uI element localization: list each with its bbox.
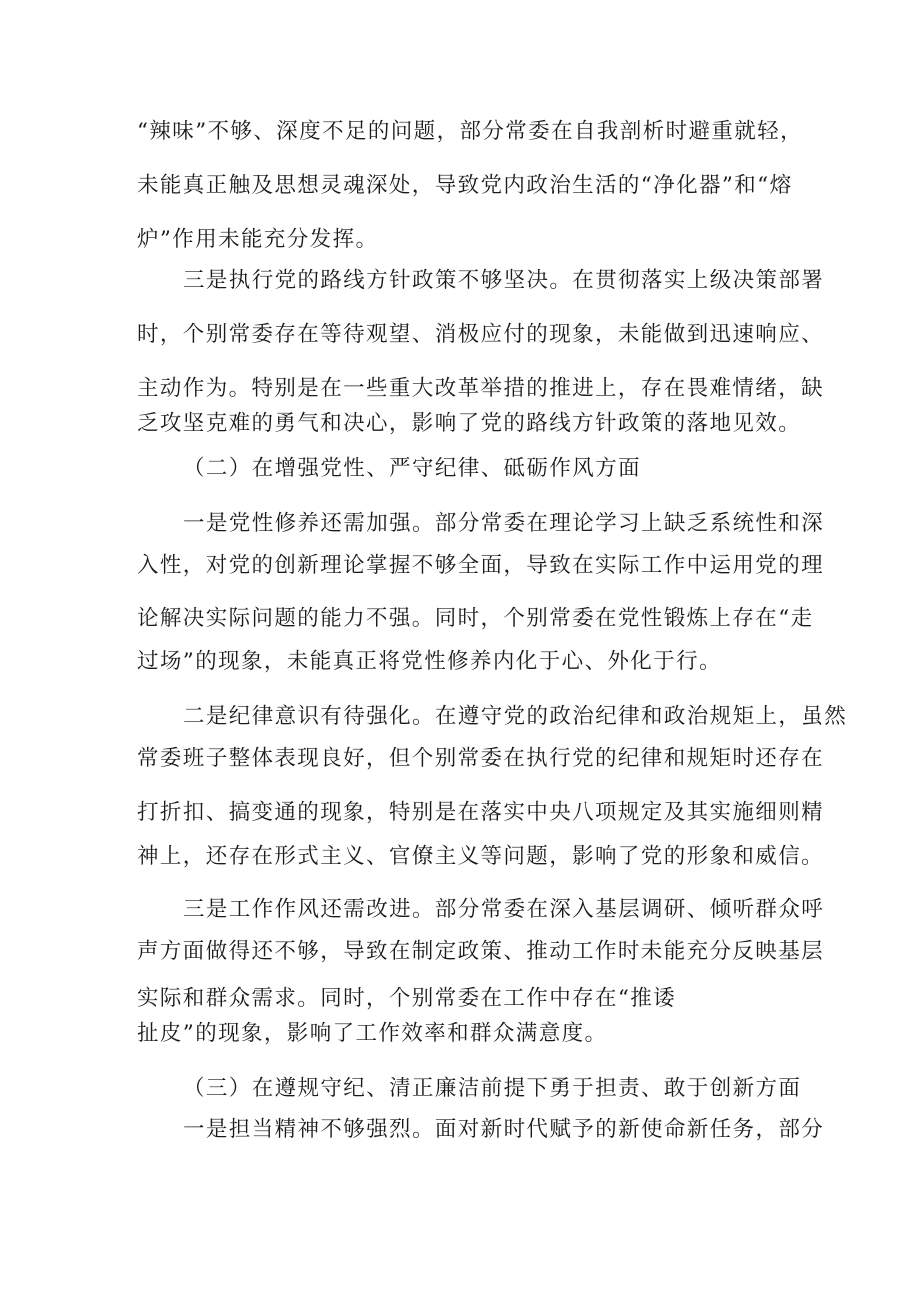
paragraph-first-line: 二是纪律意识有待强化。在遵守党的政治纪律和政治规矩上，虽然	[183, 704, 848, 729]
body-text-line: 炉”作用未能充分发挥。	[137, 227, 379, 252]
paragraph-first-line: 三是工作作风还需改进。部分常委在深入基层调研、倾听群众呼	[183, 897, 825, 922]
paragraph-first-line: 一是党性修养还需加强。部分常委在理论学习上缺乏系统性和深	[183, 511, 825, 536]
body-text-line: 论解决实际问题的能力不强。同时，个别常委在党性锻炼上存在“走	[137, 606, 814, 631]
body-text-line: 主动作为。特别是在一些重大改革举措的推进上，存在畏难情绪，缺	[137, 376, 825, 401]
body-text-line: 过场”的现象，未能真正将党性修养内化于心、外化于行。	[137, 649, 722, 674]
paragraph-first-line: 三是执行党的路线方针政策不够坚决。在贯彻落实上级决策部署	[183, 268, 825, 293]
body-text-line: 时，个别常委存在等待观望、消极应付的现象，未能做到迅速响应、	[137, 322, 825, 347]
body-text-line: 打折扣、搞变通的现象，特别是在落实中央八项规定及其实施细则精	[137, 800, 825, 825]
paragraph-first-line: 一是担当精神不够强烈。面对新时代赋予的新使命新任务，部分	[183, 1117, 825, 1142]
section-heading: （二）在增强党性、严守纪律、砥砺作风方面	[183, 456, 642, 481]
body-text-line: 声方面做得还不够，导致在制定政策、推动工作时未能充分反映基层	[137, 939, 825, 964]
section-heading: （三）在遵规守纪、清正廉洁前提下勇于担责、敢于创新方面	[183, 1076, 802, 1101]
body-text-line: “辣味”不够、深度不足的问题，部分常委在自我剖析时避重就轻，	[137, 119, 803, 144]
body-text-line: 实际和群众需求。同时，个别常委在工作中存在“推诿	[137, 986, 677, 1011]
body-text-line: 乏攻坚克难的勇气和决心，影响了党的路线方针政策的落地见效。	[137, 411, 802, 436]
body-text-line: 扯皮”的现象，影响了工作效率和群众满意度。	[137, 1021, 608, 1046]
body-text-line: 常委班子整体表现良好，但个别常委在执行党的纪律和规矩时还存在	[137, 746, 825, 771]
body-text-line: 神上，还存在形式主义、官僚主义等问题，影响了党的形象和威信。	[137, 844, 825, 869]
body-text-line: 入性，对党的创新理论掌握不够全面，导致在实际工作中运用党的理	[137, 553, 825, 578]
body-text-line: 未能真正触及思想灵魂深处，导致党内政治生活的“净化器”和“熔	[137, 173, 793, 198]
